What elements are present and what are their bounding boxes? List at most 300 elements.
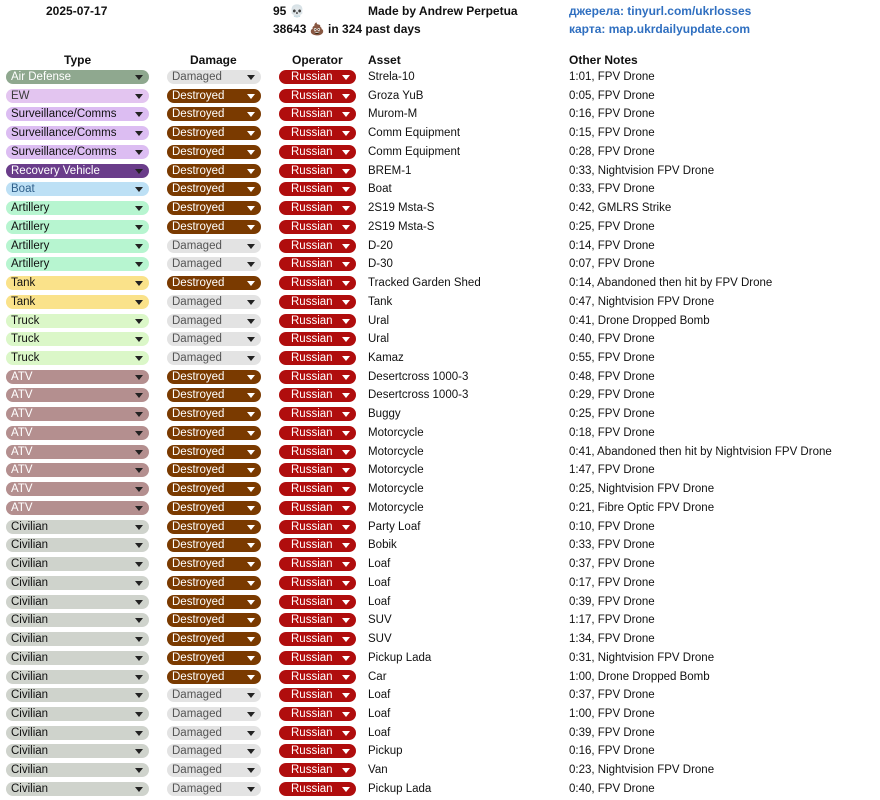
notes-cell: 0:28, FPV Drone bbox=[569, 145, 655, 158]
damage-dropdown[interactable] bbox=[167, 145, 261, 159]
type-dropdown[interactable] bbox=[6, 482, 149, 496]
daily-count-value: 95 bbox=[273, 4, 287, 18]
dropdown-arrow-icon bbox=[135, 319, 143, 324]
dropdown-arrow-icon bbox=[135, 300, 143, 305]
damage-dropdown-label: Destroyed bbox=[172, 277, 225, 290]
dropdown-arrow-icon bbox=[247, 487, 255, 492]
type-dropdown[interactable] bbox=[6, 557, 149, 571]
damage-dropdown-label: Damaged bbox=[172, 352, 222, 365]
dropdown-arrow-icon bbox=[342, 600, 350, 605]
operator-dropdown-label: Russian bbox=[291, 445, 333, 458]
type-dropdown[interactable] bbox=[6, 613, 149, 627]
damage-dropdown[interactable] bbox=[167, 463, 261, 477]
type-dropdown[interactable] bbox=[6, 726, 149, 740]
dropdown-arrow-icon bbox=[342, 787, 350, 792]
operator-dropdown[interactable] bbox=[279, 182, 356, 196]
type-dropdown[interactable] bbox=[6, 782, 149, 796]
asset-cell: Motorcycle bbox=[368, 483, 424, 496]
table-row bbox=[0, 312, 880, 331]
operator-dropdown[interactable] bbox=[279, 707, 356, 721]
damage-dropdown-label: Damaged bbox=[172, 258, 222, 271]
dropdown-arrow-icon bbox=[135, 112, 143, 117]
type-dropdown[interactable] bbox=[6, 370, 149, 384]
operator-dropdown[interactable] bbox=[279, 126, 356, 140]
table-row bbox=[0, 274, 880, 293]
dropdown-arrow-icon bbox=[342, 543, 350, 548]
dropdown-arrow-icon bbox=[342, 637, 350, 642]
table-row bbox=[0, 668, 880, 687]
damage-dropdown[interactable] bbox=[167, 688, 261, 702]
operator-dropdown[interactable] bbox=[279, 295, 356, 309]
damage-dropdown[interactable] bbox=[167, 276, 261, 290]
damage-dropdown[interactable] bbox=[167, 501, 261, 515]
dropdown-arrow-icon bbox=[135, 637, 143, 642]
operator-dropdown[interactable] bbox=[279, 463, 356, 477]
type-dropdown-label: Civilian bbox=[11, 651, 49, 664]
dropdown-arrow-icon bbox=[247, 693, 255, 698]
damage-dropdown[interactable] bbox=[167, 763, 261, 777]
dropdown-arrow-icon bbox=[247, 618, 255, 623]
operator-dropdown-label: Russian bbox=[291, 614, 333, 627]
operator-dropdown-label: Russian bbox=[291, 595, 333, 608]
dropdown-arrow-icon bbox=[342, 337, 350, 342]
operator-dropdown[interactable] bbox=[279, 595, 356, 609]
dropdown-arrow-icon bbox=[135, 131, 143, 136]
table-row bbox=[0, 649, 880, 668]
operator-dropdown-label: Russian bbox=[291, 520, 333, 533]
table-row bbox=[0, 199, 880, 218]
damage-dropdown[interactable] bbox=[167, 707, 261, 721]
damage-dropdown[interactable] bbox=[167, 445, 261, 459]
dropdown-arrow-icon bbox=[247, 468, 255, 473]
dropdown-arrow-icon bbox=[342, 712, 350, 717]
operator-dropdown[interactable] bbox=[279, 782, 356, 796]
operator-dropdown[interactable] bbox=[279, 763, 356, 777]
dropdown-arrow-icon bbox=[342, 731, 350, 736]
notes-cell: 0:33, FPV Drone bbox=[569, 183, 655, 196]
table-row bbox=[0, 218, 880, 237]
operator-dropdown[interactable] bbox=[279, 314, 356, 328]
type-dropdown[interactable] bbox=[6, 295, 149, 309]
past-days-label: in 324 past days bbox=[328, 22, 421, 36]
damage-dropdown[interactable] bbox=[167, 595, 261, 609]
dropdown-arrow-icon bbox=[247, 300, 255, 305]
damage-dropdown-label: Destroyed bbox=[172, 464, 225, 477]
dropdown-arrow-icon bbox=[342, 656, 350, 661]
type-dropdown[interactable] bbox=[6, 576, 149, 590]
damage-dropdown-label: Destroyed bbox=[172, 145, 225, 158]
type-dropdown[interactable] bbox=[6, 164, 149, 178]
notes-cell: 1:00, Drone Dropped Bomb bbox=[569, 670, 710, 683]
damage-dropdown[interactable] bbox=[167, 651, 261, 665]
operator-dropdown[interactable] bbox=[279, 164, 356, 178]
dropdown-arrow-icon bbox=[247, 75, 255, 80]
dropdown-arrow-icon bbox=[247, 187, 255, 192]
damage-dropdown-label: Destroyed bbox=[172, 595, 225, 608]
dropdown-arrow-icon bbox=[135, 225, 143, 230]
dropdown-arrow-icon bbox=[247, 225, 255, 230]
operator-dropdown[interactable] bbox=[279, 688, 356, 702]
notes-cell: 0:25, FPV Drone bbox=[569, 408, 655, 421]
asset-cell: 2S19 Msta-S bbox=[368, 202, 435, 215]
damage-dropdown[interactable] bbox=[167, 388, 261, 402]
type-dropdown-label: ATV bbox=[11, 426, 33, 439]
operator-dropdown[interactable] bbox=[279, 651, 356, 665]
poop-icon: 💩 bbox=[309, 22, 325, 36]
type-dropdown[interactable] bbox=[6, 632, 149, 646]
table-row bbox=[0, 386, 880, 405]
operator-dropdown[interactable] bbox=[279, 388, 356, 402]
damage-dropdown[interactable] bbox=[167, 314, 261, 328]
damage-dropdown[interactable] bbox=[167, 126, 261, 140]
dropdown-arrow-icon bbox=[342, 131, 350, 136]
table-row bbox=[0, 705, 880, 724]
type-dropdown[interactable] bbox=[6, 407, 149, 421]
operator-dropdown[interactable] bbox=[279, 351, 356, 365]
asset-cell: Motorcycle bbox=[368, 445, 424, 458]
dropdown-arrow-icon bbox=[247, 675, 255, 680]
type-dropdown[interactable] bbox=[6, 595, 149, 609]
damage-dropdown[interactable] bbox=[167, 782, 261, 796]
dropdown-arrow-icon bbox=[135, 731, 143, 736]
column-header-operator: Operator bbox=[292, 53, 343, 67]
type-dropdown-label: Civilian bbox=[11, 539, 49, 552]
operator-dropdown[interactable] bbox=[279, 201, 356, 215]
damage-dropdown[interactable] bbox=[167, 295, 261, 309]
notes-cell: 0:05, FPV Drone bbox=[569, 89, 655, 102]
type-dropdown[interactable] bbox=[6, 257, 149, 271]
operator-dropdown-label: Russian bbox=[291, 277, 333, 290]
notes-cell: 1:17, FPV Drone bbox=[569, 614, 655, 627]
notes-cell: 0:33, Nightvision FPV Drone bbox=[569, 164, 715, 177]
damage-dropdown[interactable] bbox=[167, 220, 261, 234]
asset-cell: Boat bbox=[368, 183, 392, 196]
asset-cell: Kamaz bbox=[368, 352, 404, 365]
type-dropdown[interactable] bbox=[6, 707, 149, 721]
operator-dropdown-label: Russian bbox=[291, 164, 333, 177]
type-dropdown[interactable] bbox=[6, 520, 149, 534]
dropdown-arrow-icon bbox=[135, 675, 143, 680]
type-dropdown[interactable] bbox=[6, 651, 149, 665]
damage-dropdown[interactable] bbox=[167, 726, 261, 740]
table-row bbox=[0, 480, 880, 499]
dropdown-arrow-icon bbox=[135, 749, 143, 754]
type-dropdown[interactable] bbox=[6, 220, 149, 234]
dropdown-arrow-icon bbox=[247, 169, 255, 174]
notes-cell: 0:40, FPV Drone bbox=[569, 333, 655, 346]
operator-dropdown[interactable] bbox=[279, 426, 356, 440]
table-row bbox=[0, 255, 880, 274]
type-dropdown[interactable] bbox=[6, 688, 149, 702]
damage-dropdown[interactable] bbox=[167, 520, 261, 534]
type-dropdown[interactable] bbox=[6, 445, 149, 459]
dropdown-arrow-icon bbox=[247, 431, 255, 436]
skull-icon: 💀 bbox=[289, 4, 305, 18]
type-dropdown[interactable] bbox=[6, 89, 149, 103]
damage-dropdown[interactable] bbox=[167, 182, 261, 196]
damage-dropdown-label: Destroyed bbox=[172, 389, 225, 402]
type-dropdown-label: Civilian bbox=[11, 595, 49, 608]
type-dropdown[interactable] bbox=[6, 145, 149, 159]
operator-dropdown-label: Russian bbox=[291, 501, 333, 514]
operator-dropdown-label: Russian bbox=[291, 145, 333, 158]
type-dropdown[interactable] bbox=[6, 314, 149, 328]
table-row bbox=[0, 742, 880, 761]
operator-dropdown[interactable] bbox=[279, 482, 356, 496]
type-dropdown[interactable] bbox=[6, 463, 149, 477]
damage-dropdown-label: Destroyed bbox=[172, 89, 225, 102]
asset-cell: Loaf bbox=[368, 707, 391, 720]
table-row bbox=[0, 443, 880, 462]
type-dropdown[interactable] bbox=[6, 426, 149, 440]
damage-dropdown[interactable] bbox=[167, 426, 261, 440]
sources-link[interactable]: джерела: tinyurl.com/ukrlosses bbox=[569, 4, 752, 18]
damage-dropdown[interactable] bbox=[167, 370, 261, 384]
dropdown-arrow-icon bbox=[342, 749, 350, 754]
damage-dropdown-label: Destroyed bbox=[172, 651, 225, 664]
damage-dropdown[interactable] bbox=[167, 557, 261, 571]
asset-cell: Loaf bbox=[368, 576, 391, 589]
dropdown-arrow-icon bbox=[247, 749, 255, 754]
type-dropdown[interactable] bbox=[6, 538, 149, 552]
type-dropdown-label: Civilian bbox=[11, 670, 49, 683]
dropdown-arrow-icon bbox=[247, 581, 255, 586]
operator-dropdown[interactable] bbox=[279, 670, 356, 684]
dropdown-arrow-icon bbox=[342, 356, 350, 361]
damage-dropdown-label: Destroyed bbox=[172, 164, 225, 177]
damage-dropdown[interactable] bbox=[167, 239, 261, 253]
dropdown-arrow-icon bbox=[342, 281, 350, 286]
type-dropdown-label: Surveillance/Comms bbox=[11, 145, 117, 158]
total-count bbox=[273, 22, 421, 36]
operator-dropdown[interactable] bbox=[279, 370, 356, 384]
dropdown-arrow-icon bbox=[135, 581, 143, 586]
notes-cell: 0:41, Abandoned then hit by Nightvision FPV Drone bbox=[569, 445, 832, 458]
table-row bbox=[0, 180, 880, 199]
operator-dropdown[interactable] bbox=[279, 538, 356, 552]
damage-dropdown-label: Damaged bbox=[172, 314, 222, 327]
operator-dropdown-label: Russian bbox=[291, 745, 333, 758]
type-dropdown[interactable] bbox=[6, 332, 149, 346]
dropdown-arrow-icon bbox=[342, 450, 350, 455]
damage-dropdown[interactable] bbox=[167, 407, 261, 421]
dropdown-arrow-icon bbox=[247, 262, 255, 267]
table-row bbox=[0, 68, 880, 87]
operator-dropdown[interactable] bbox=[279, 445, 356, 459]
notes-cell: 0:39, FPV Drone bbox=[569, 595, 655, 608]
damage-dropdown[interactable] bbox=[167, 576, 261, 590]
dropdown-arrow-icon bbox=[135, 600, 143, 605]
type-dropdown[interactable] bbox=[6, 182, 149, 196]
dropdown-arrow-icon bbox=[135, 262, 143, 267]
dropdown-arrow-icon bbox=[247, 712, 255, 717]
table-row bbox=[0, 124, 880, 143]
type-dropdown-label: ATV bbox=[11, 370, 33, 383]
operator-dropdown[interactable] bbox=[279, 501, 356, 515]
notes-cell: 0:16, FPV Drone bbox=[569, 745, 655, 758]
dropdown-arrow-icon bbox=[342, 693, 350, 698]
operator-dropdown[interactable] bbox=[279, 557, 356, 571]
type-dropdown[interactable] bbox=[6, 276, 149, 290]
damage-dropdown[interactable] bbox=[167, 670, 261, 684]
type-dropdown[interactable] bbox=[6, 388, 149, 402]
damage-dropdown[interactable] bbox=[167, 70, 261, 84]
dropdown-arrow-icon bbox=[135, 393, 143, 398]
column-header-damage: Damage bbox=[190, 53, 237, 67]
operator-dropdown-label: Russian bbox=[291, 183, 333, 196]
table-row bbox=[0, 293, 880, 312]
damage-dropdown[interactable] bbox=[167, 257, 261, 271]
type-dropdown[interactable] bbox=[6, 763, 149, 777]
operator-dropdown[interactable] bbox=[279, 145, 356, 159]
damage-dropdown-label: Damaged bbox=[172, 707, 222, 720]
operator-dropdown-label: Russian bbox=[291, 689, 333, 702]
notes-cell: 1:00, FPV Drone bbox=[569, 707, 655, 720]
damage-dropdown[interactable] bbox=[167, 351, 261, 365]
damage-dropdown[interactable] bbox=[167, 107, 261, 121]
damage-dropdown-label: Destroyed bbox=[172, 108, 225, 121]
operator-dropdown[interactable] bbox=[279, 407, 356, 421]
dropdown-arrow-icon bbox=[135, 94, 143, 99]
type-dropdown[interactable] bbox=[6, 744, 149, 758]
type-dropdown[interactable] bbox=[6, 107, 149, 121]
type-dropdown[interactable] bbox=[6, 201, 149, 215]
operator-dropdown[interactable] bbox=[279, 613, 356, 627]
type-dropdown[interactable] bbox=[6, 70, 149, 84]
asset-cell: Comm Equipment bbox=[368, 145, 461, 158]
dropdown-arrow-icon bbox=[342, 431, 350, 436]
table-row bbox=[0, 87, 880, 106]
type-dropdown[interactable] bbox=[6, 351, 149, 365]
operator-dropdown-label: Russian bbox=[291, 539, 333, 552]
dropdown-arrow-icon bbox=[342, 618, 350, 623]
type-dropdown-label: Truck bbox=[11, 333, 40, 346]
notes-cell: 0:10, FPV Drone bbox=[569, 520, 655, 533]
operator-dropdown-label: Russian bbox=[291, 426, 333, 439]
notes-cell: 0:14, Abandoned then hit by FPV Drone bbox=[569, 277, 773, 290]
type-dropdown[interactable] bbox=[6, 239, 149, 253]
operator-dropdown[interactable] bbox=[279, 726, 356, 740]
notes-cell: 1:01, FPV Drone bbox=[569, 71, 655, 83]
asset-cell: Pickup bbox=[368, 745, 403, 758]
operator-dropdown[interactable] bbox=[279, 70, 356, 84]
damage-dropdown-label: Destroyed bbox=[172, 520, 225, 533]
dropdown-arrow-icon bbox=[247, 731, 255, 736]
asset-cell: Pickup Lada bbox=[368, 651, 432, 664]
dropdown-arrow-icon bbox=[135, 337, 143, 342]
dropdown-arrow-icon bbox=[135, 468, 143, 473]
dropdown-arrow-icon bbox=[342, 562, 350, 567]
operator-dropdown-label: Russian bbox=[291, 239, 333, 252]
damage-dropdown[interactable] bbox=[167, 201, 261, 215]
damage-dropdown[interactable] bbox=[167, 613, 261, 627]
loss-table bbox=[0, 68, 880, 799]
dropdown-arrow-icon bbox=[247, 506, 255, 511]
asset-cell: 2S19 Msta-S bbox=[368, 220, 435, 233]
damage-dropdown[interactable] bbox=[167, 632, 261, 646]
type-dropdown[interactable] bbox=[6, 501, 149, 515]
operator-dropdown[interactable] bbox=[279, 107, 356, 121]
dropdown-arrow-icon bbox=[135, 75, 143, 80]
type-dropdown[interactable] bbox=[6, 126, 149, 140]
operator-dropdown[interactable] bbox=[279, 744, 356, 758]
damage-dropdown-label: Destroyed bbox=[172, 183, 225, 196]
table-row bbox=[0, 349, 880, 368]
damage-dropdown[interactable] bbox=[167, 482, 261, 496]
type-dropdown-label: Truck bbox=[11, 352, 40, 365]
dropdown-arrow-icon bbox=[247, 206, 255, 211]
operator-dropdown[interactable] bbox=[279, 239, 356, 253]
asset-cell: Desertcross 1000-3 bbox=[368, 389, 469, 402]
dropdown-arrow-icon bbox=[342, 487, 350, 492]
type-dropdown-label: Artillery bbox=[11, 239, 50, 252]
operator-dropdown[interactable] bbox=[279, 257, 356, 271]
table-row bbox=[0, 330, 880, 349]
damage-dropdown[interactable] bbox=[167, 164, 261, 178]
dropdown-arrow-icon bbox=[135, 787, 143, 792]
dropdown-arrow-icon bbox=[247, 656, 255, 661]
operator-dropdown[interactable] bbox=[279, 520, 356, 534]
dropdown-arrow-icon bbox=[342, 112, 350, 117]
asset-cell: Van bbox=[368, 764, 388, 777]
asset-cell: Ural bbox=[368, 314, 390, 327]
operator-dropdown[interactable] bbox=[279, 89, 356, 103]
damage-dropdown[interactable] bbox=[167, 744, 261, 758]
damage-dropdown-label: Damaged bbox=[172, 71, 222, 83]
operator-dropdown[interactable] bbox=[279, 632, 356, 646]
report-date: 2025-07-17 bbox=[46, 4, 108, 18]
asset-cell: Loaf bbox=[368, 595, 391, 608]
damage-dropdown-label: Damaged bbox=[172, 333, 222, 346]
asset-cell: SUV bbox=[368, 614, 392, 627]
operator-dropdown[interactable] bbox=[279, 332, 356, 346]
map-link[interactable]: карта: map.ukrdailyupdate.com bbox=[569, 22, 751, 36]
operator-dropdown-label: Russian bbox=[291, 71, 333, 83]
operator-dropdown[interactable] bbox=[279, 276, 356, 290]
asset-cell: Bobik bbox=[368, 539, 397, 552]
asset-cell: Loaf bbox=[368, 726, 391, 739]
damage-dropdown-label: Destroyed bbox=[172, 220, 225, 233]
dropdown-arrow-icon bbox=[342, 412, 350, 417]
dropdown-arrow-icon bbox=[247, 525, 255, 530]
type-dropdown-label: Tank bbox=[11, 295, 36, 308]
operator-dropdown[interactable] bbox=[279, 576, 356, 590]
type-dropdown-label: ATV bbox=[11, 483, 33, 496]
dropdown-arrow-icon bbox=[342, 506, 350, 511]
dropdown-arrow-icon bbox=[135, 506, 143, 511]
operator-dropdown[interactable] bbox=[279, 220, 356, 234]
damage-dropdown-label: Destroyed bbox=[172, 614, 225, 627]
damage-dropdown[interactable] bbox=[167, 89, 261, 103]
type-dropdown-label: Civilian bbox=[11, 764, 49, 777]
damage-dropdown-label: Damaged bbox=[172, 295, 222, 308]
damage-dropdown[interactable] bbox=[167, 332, 261, 346]
dropdown-arrow-icon bbox=[342, 169, 350, 174]
type-dropdown-label: Civilian bbox=[11, 633, 49, 646]
type-dropdown-label: Tank bbox=[11, 277, 36, 290]
notes-cell: 0:14, FPV Drone bbox=[569, 239, 655, 252]
dropdown-arrow-icon bbox=[247, 281, 255, 286]
table-row bbox=[0, 237, 880, 256]
table-row bbox=[0, 162, 880, 181]
type-dropdown[interactable] bbox=[6, 670, 149, 684]
damage-dropdown-label: Damaged bbox=[172, 764, 222, 777]
operator-dropdown-label: Russian bbox=[291, 726, 333, 739]
dropdown-arrow-icon bbox=[247, 412, 255, 417]
dropdown-arrow-icon bbox=[135, 487, 143, 492]
damage-dropdown[interactable] bbox=[167, 538, 261, 552]
type-dropdown-label: ATV bbox=[11, 389, 33, 402]
